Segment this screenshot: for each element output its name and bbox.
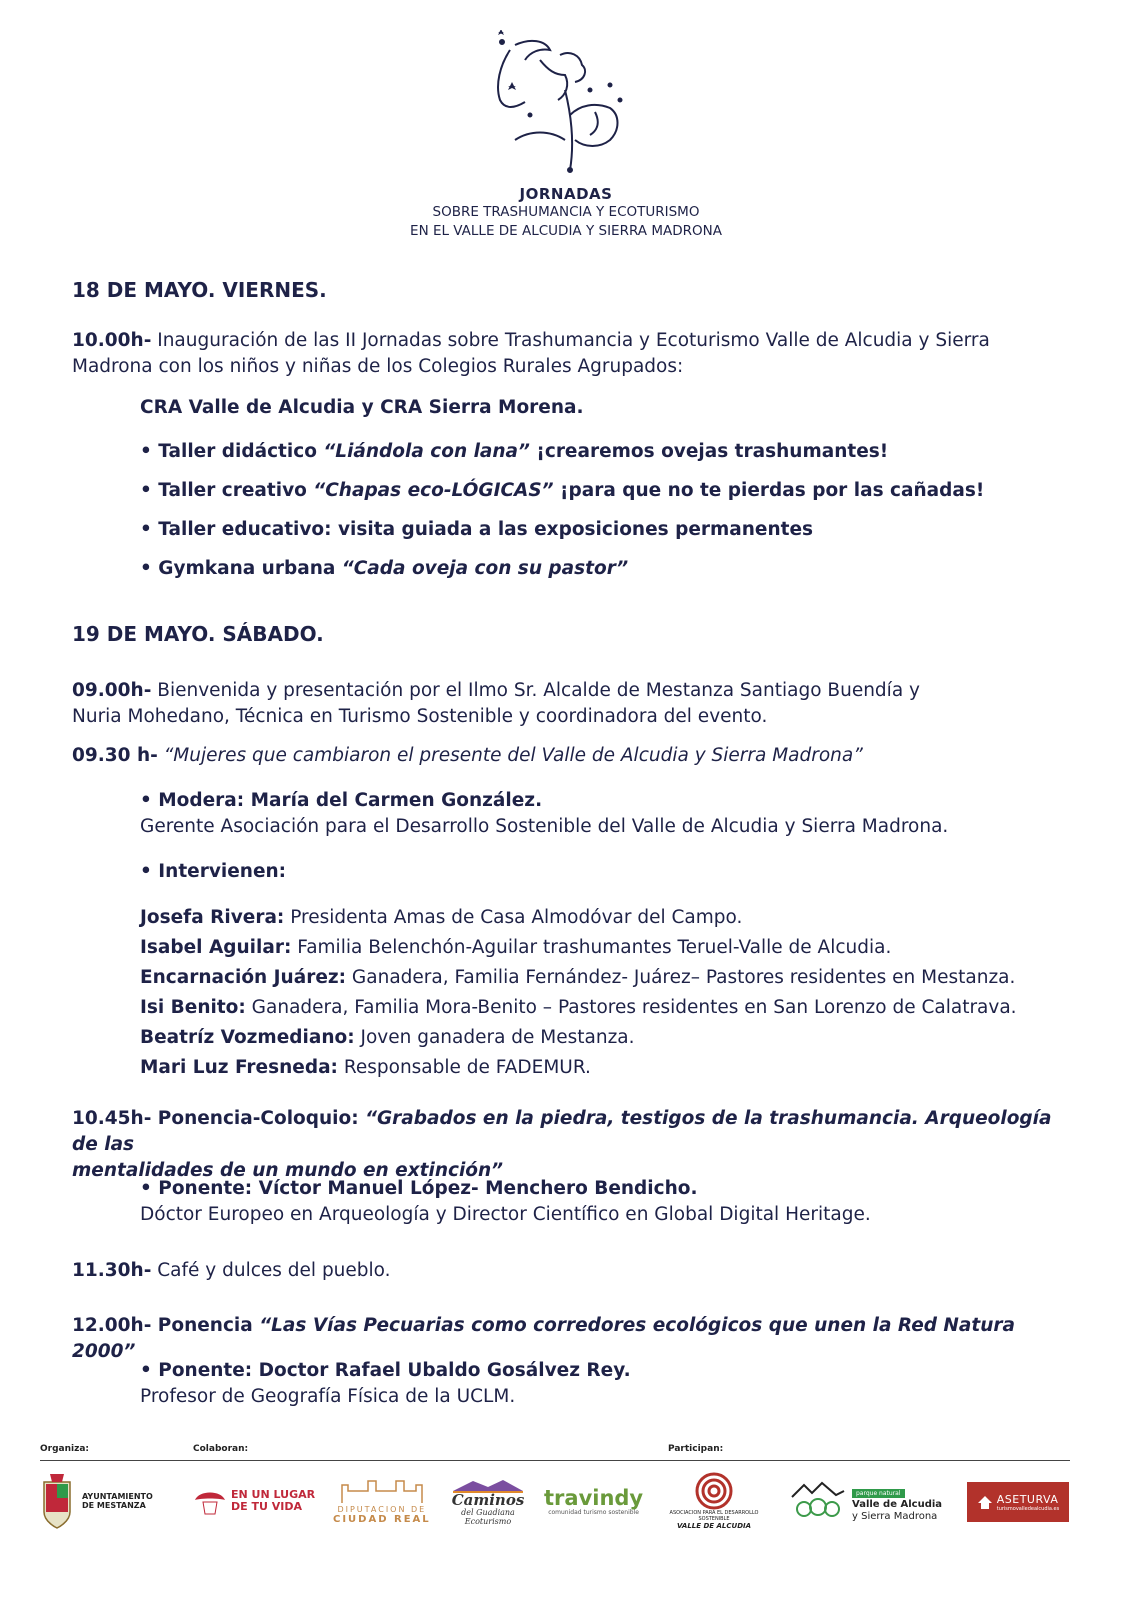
asociacion-text: ASOCIACION PARA EL DESARROLLO SOSTENIBLE — [669, 1510, 759, 1522]
parque-text: y Sierra Madrona — [852, 1510, 938, 1522]
header-title: JORNADAS — [519, 185, 613, 203]
logo-aseturva — [967, 1482, 1069, 1522]
day1-item-inauguracion — [72, 328, 1062, 380]
time-label: 10.00h- — [72, 330, 152, 351]
bullet-title: “Chapas eco-LÓGICAS” — [313, 480, 554, 501]
bullet-text: • Taller creativo — [140, 480, 314, 501]
logo-ayuntamiento-mestanza — [40, 1470, 153, 1532]
list-item — [140, 903, 1070, 933]
list-item — [140, 1053, 1070, 1083]
person-desc: Presidenta Amas de Casa Almodóvar del Campo. — [284, 907, 743, 928]
parque-tag: parque natural — [852, 1489, 905, 1498]
diputacion-text: CIUDAD REAL — [333, 1514, 431, 1525]
footer-participan-label: Participan: — [668, 1444, 724, 1454]
aseturva-text: ASETURVA — [996, 1492, 1059, 1506]
day2-item-mujeres — [72, 743, 1062, 769]
travindy-subtext: comunidad turismo sostenible — [548, 1508, 639, 1516]
person-name: Mari Luz Fresneda: — [140, 1057, 338, 1078]
en-un-lugar-text: EN UN LUGAR — [231, 1488, 316, 1501]
bullet-text: • Taller didáctico — [140, 441, 324, 462]
person-desc: Responsable de FADEMUR. — [337, 1057, 591, 1078]
logo-en-un-lugar — [193, 1470, 315, 1532]
list-item — [140, 963, 1070, 993]
item-text: Bienvenida y presentación por el Ilmo Sr. Alcalde de Mestanza Santiago Buendía y — [151, 680, 920, 701]
item-text: Madrona con los niños y niñas de los Colegios Rurales Agrupados: — [72, 356, 684, 377]
item-title: “Grabados en la piedra, testigos de la trashumancia. Arqueología de las — [72, 1108, 1052, 1155]
event-logo — [470, 30, 650, 180]
bullet-text: ¡crearemos ovejas trashumantes! — [529, 441, 889, 462]
parque-text: Valle de Alcudia — [852, 1498, 943, 1510]
bullet-title: “Liándola con lana” — [323, 441, 530, 462]
cra-line: CRA Valle de Alcudia y CRA Sierra Morena. — [140, 397, 584, 418]
travindy-text: travindy — [544, 1485, 644, 1510]
time-label: 12.00h- Ponencia — [72, 1315, 260, 1336]
header-subtitle-1: SOBRE TRASHUMANCIA Y ECOTURISMO — [432, 204, 700, 220]
spiral-icon — [694, 1472, 734, 1510]
ponente1-block — [140, 1176, 1070, 1228]
day2-item-cafe — [72, 1258, 1062, 1284]
logo-caminos-guadiana — [452, 1466, 524, 1538]
bullet-taller-educativo: • Taller educativo: visita guiada a las exposiciones permanentes — [140, 519, 814, 540]
ayuntamiento-text: AYUNTAMIENTO — [82, 1492, 153, 1501]
day1-heading: 18 DE MAYO. VIERNES. — [72, 278, 327, 302]
item-text: Café y dulces del pueblo. — [151, 1260, 391, 1281]
diputacion-text: DIPUTACION DE — [337, 1505, 427, 1514]
footer-colaboran-label: Colaboran: — [193, 1444, 249, 1454]
item-text: Nuria Mohedano, Técnica en Turismo Sostenible y coordinadora del evento. — [72, 706, 768, 727]
caminos-text: Caminos — [451, 1490, 525, 1509]
list-item — [140, 933, 1070, 963]
bullet-taller-creativo — [140, 478, 1070, 504]
asociacion-text: VALLE DE ALCUDIA — [676, 1522, 752, 1530]
hat-icon — [193, 1486, 227, 1516]
person-name: Josefa Rivera: — [140, 907, 285, 928]
en-un-lugar-text: DE TU VIDA — [231, 1500, 302, 1513]
bullet-gymkana — [140, 556, 1070, 582]
castle-icon — [338, 1477, 426, 1505]
ayuntamiento-text: DE MESTANZA — [82, 1501, 146, 1510]
bullet-text: • Gymkana urbana — [140, 558, 342, 579]
item-title: mentalidades de un mundo en extinción” — [72, 1160, 504, 1181]
footer-divider — [40, 1460, 1070, 1461]
modera-desc: Gerente Asociación para el Desarrollo Sostenible del Valle de Alcudia y Sierra Madrona. — [140, 816, 949, 837]
modera-label: • Modera: María del Carmen González. — [140, 790, 543, 811]
person-name: Isi Benito: — [140, 997, 246, 1018]
day2-item-grabados — [72, 1106, 1062, 1184]
aseturva-subtext: turismovalledealcudia.es — [996, 1505, 1060, 1512]
intervienen-label: • Intervienen: — [140, 861, 287, 882]
day2-item-bienvenida — [72, 678, 1062, 730]
time-label: 10.45h- Ponencia-Coloquio: — [72, 1108, 366, 1129]
logo-diputacion-ciudad-real — [333, 1470, 431, 1532]
ponente2-block — [140, 1358, 1070, 1410]
logo-parque-natural — [790, 1470, 942, 1532]
caminos-text: Ecoturismo — [464, 1516, 512, 1526]
list-item — [140, 993, 1070, 1023]
house-icon — [977, 1494, 993, 1510]
list-item — [140, 1023, 1070, 1053]
ponente-label: • Ponente: Víctor Manuel López- Menchero Bendicho. — [140, 1178, 698, 1199]
item-title: “Las Vías Pecuarias como corredores ecológicos que unen la Red Natura 2000” — [72, 1315, 1016, 1362]
person-name: Beatríz Vozmediano: — [140, 1027, 355, 1048]
time-label: 09.30 h- — [72, 745, 158, 766]
footer-organiza-label: Organiza: — [40, 1444, 90, 1454]
time-label: 11.30h- — [72, 1260, 152, 1281]
modera-block — [140, 788, 1070, 840]
item-text: Inauguración de las II Jornadas sobre Trashumancia y Ecoturismo Valle de Alcudia y Sierra — [151, 330, 990, 351]
coat-of-arms-icon — [40, 1472, 74, 1530]
logo-travindy — [544, 1470, 643, 1532]
ponente-desc: Dóctor Europeo en Arqueología y Director Científico en Global Digital Heritage. — [140, 1204, 871, 1225]
day2-heading: 19 DE MAYO. SÁBADO. — [72, 622, 324, 646]
item-title: “Mujeres que cambiaron el presente del Valle de Alcudia y Sierra Madrona” — [157, 745, 863, 766]
person-desc: Ganadera, Familia Fernández- Juárez– Pastores residentes en Mestanza. — [346, 967, 1016, 988]
bullet-text: ¡para que no te pierdas por las cañadas! — [553, 480, 985, 501]
bullet-taller-didactico — [140, 439, 1070, 465]
person-name: Isabel Aguilar: — [140, 937, 292, 958]
logo-asociacion-valle-alcudia — [662, 1470, 766, 1532]
person-name: Encarnación Juárez: — [140, 967, 347, 988]
people-list — [140, 903, 1070, 1083]
mountain-tree-icon — [790, 1481, 846, 1521]
bullet-title: “Cada oveja con su pastor” — [341, 558, 629, 579]
caminos-text: del Guadiana — [461, 1507, 515, 1517]
ponente-desc: Profesor de Geografía Física de la UCLM. — [140, 1386, 516, 1407]
person-desc: Familia Belenchón-Aguilar trashumantes Teruel-Valle de Alcudia. — [291, 937, 892, 958]
header-subtitle-2: EN EL VALLE DE ALCUDIA Y SIERRA MADRONA — [410, 223, 722, 239]
time-label: 09.00h- — [72, 680, 152, 701]
person-desc: Ganadera, Familia Mora-Benito – Pastores residentes en San Lorenzo de Calatrava. — [245, 997, 1017, 1018]
person-desc: Joven ganadera de Mestanza. — [354, 1027, 635, 1048]
ponente-label: • Ponente: Doctor Rafael Ubaldo Gosálvez Rey. — [140, 1360, 631, 1381]
